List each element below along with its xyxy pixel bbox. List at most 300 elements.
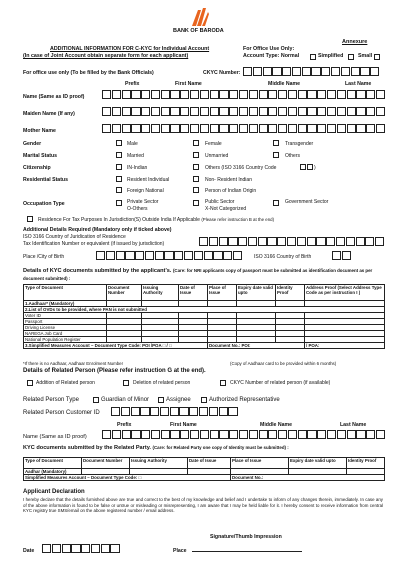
place-char-box[interactable]: [116, 251, 125, 260]
name-char-box[interactable]: [307, 90, 316, 99]
name-char-box[interactable]: [259, 124, 268, 133]
tin-char-box[interactable]: [209, 237, 218, 246]
name-char-box[interactable]: [288, 107, 297, 116]
name-label: Name (Same as ID proof): [23, 94, 85, 100]
customer-id-char-box[interactable]: [228, 407, 237, 416]
middle-name-col-label: Middle Name: [268, 81, 300, 87]
related-person-heading: Details of Related Person (Please refer instruction G at the end).: [23, 368, 206, 374]
date-boxes[interactable]: [42, 544, 120, 553]
resident-checkbox[interactable]: [116, 176, 122, 182]
name-char-box[interactable]: [161, 430, 170, 439]
place-char-box[interactable]: [233, 251, 242, 260]
last-name-col-label: Last Name: [345, 81, 372, 87]
name-char-box[interactable]: [190, 124, 199, 133]
kyc-row-voter: Voter ID: [24, 313, 107, 319]
tin-char-box[interactable]: [346, 237, 355, 246]
female-checkbox[interactable]: [193, 140, 199, 146]
name-char-box[interactable]: [337, 90, 346, 99]
place-char-box[interactable]: [194, 251, 203, 260]
ckyc-digit-box[interactable]: [292, 67, 301, 76]
name-char-box[interactable]: [268, 90, 277, 99]
name-char-box[interactable]: [161, 124, 170, 133]
place-char-box[interactable]: [223, 251, 232, 260]
iso-code-box-2[interactable]: [307, 164, 313, 170]
name-char-box[interactable]: [307, 124, 316, 133]
kyc-docs-heading: Details of KYC documents submitted by the applicant’s. (Care: for NRI applicants copy of passport must be submitted as identification document as per document submitted) :: [23, 268, 373, 281]
customer-id-char-box[interactable]: [170, 407, 179, 416]
name-char-box[interactable]: [347, 430, 356, 439]
name-char-box[interactable]: [366, 90, 375, 99]
name-char-box[interactable]: [200, 90, 209, 99]
related-ckyc-checkbox[interactable]: [220, 380, 226, 386]
authorized-option: Authorized Representative: [209, 397, 280, 403]
female-option: Female: [205, 141, 222, 147]
customer-id-char-box[interactable]: [121, 407, 130, 416]
place-char-box[interactable]: [213, 251, 222, 260]
declaration-text: I hereby declare that the details furnished above are true and correct to the best of my knowledge and belief and I undertake to inform of any changes therein, immediately. In case any of the above information is found to be false or untrue or misleading or misrepresenting, I am aware that I may be held liable for it. I hereby consent to receive information from central KYC registry true SMS/email on the above registered number / email address.: [23, 497, 383, 514]
tin-char-box[interactable]: [297, 237, 306, 246]
name-char-box[interactable]: [337, 430, 346, 439]
kyc2-row-aadhar: Aadhar (Mandatory): [24, 469, 82, 475]
name-char-box[interactable]: [151, 90, 160, 99]
name-char-box[interactable]: [347, 90, 356, 99]
related-prefix-col: Prefix: [117, 422, 132, 428]
place-char-box[interactable]: [145, 251, 154, 260]
name-char-box[interactable]: [356, 90, 365, 99]
kyc2-col-number: Document Number: [82, 458, 130, 469]
name-char-box[interactable]: [112, 90, 121, 99]
others-iso-checkbox[interactable]: [193, 164, 199, 170]
name-char-box[interactable]: [249, 430, 258, 439]
name-char-box[interactable]: [161, 107, 170, 116]
name-char-box[interactable]: [259, 107, 268, 116]
place-char-box[interactable]: [155, 251, 164, 260]
date-digit-box[interactable]: [42, 544, 51, 553]
customer-id-char-box[interactable]: [150, 407, 159, 416]
tin-char-box[interactable]: [199, 237, 208, 246]
tin-char-box[interactable]: [336, 237, 345, 246]
name-char-box[interactable]: [141, 124, 150, 133]
place-char-box[interactable]: [184, 251, 193, 260]
aadhaar-note: *If there is no Aadhaar, Aadhaar Enrolment Number: [23, 361, 124, 366]
public-sector-checkbox[interactable]: [193, 200, 199, 206]
kyc2-col-date: Date of Issue: [188, 458, 231, 469]
ckyc-digit-box[interactable]: [321, 67, 330, 76]
date-digit-box[interactable]: [71, 544, 80, 553]
tin-char-box[interactable]: [326, 237, 335, 246]
name-char-box[interactable]: [180, 124, 189, 133]
male-checkbox[interactable]: [116, 140, 122, 146]
name-char-box[interactable]: [190, 107, 199, 116]
name-char-box[interactable]: [376, 90, 385, 99]
ckyc-number-boxes[interactable]: [243, 67, 380, 76]
marital-others-option: Others: [285, 153, 301, 159]
name-char-box[interactable]: [356, 430, 365, 439]
name-char-box[interactable]: [112, 430, 121, 439]
name-char-box[interactable]: [347, 124, 356, 133]
kyc2-col-type: Type of Document: [24, 458, 82, 469]
kyc2-col-expiry: Expiry date valid upto: [289, 458, 347, 469]
name-char-box[interactable]: [307, 107, 316, 116]
kyc-related-heading: KYC documents submitted by the Related Party. (Care: for Related Party one copy of Identity must be submitted) :: [23, 445, 289, 451]
name-char-box[interactable]: [239, 124, 248, 133]
mother-name-boxes[interactable]: [102, 124, 386, 133]
place-char-box[interactable]: [135, 251, 144, 260]
addition-option: Addition of Related person: [36, 380, 95, 386]
tin-char-box[interactable]: [219, 237, 228, 246]
tax-residence-checkbox[interactable]: [27, 216, 33, 222]
kyc2-row-docno: Document No.:: [231, 475, 385, 481]
authorized-checkbox[interactable]: [201, 397, 207, 403]
name-boxes[interactable]: [102, 90, 386, 99]
name-char-box[interactable]: [180, 107, 189, 116]
name-char-box[interactable]: [170, 90, 179, 99]
tin-char-box[interactable]: [238, 237, 247, 246]
name-char-box[interactable]: [249, 124, 258, 133]
name-char-box[interactable]: [131, 90, 140, 99]
indian-checkbox[interactable]: [116, 164, 122, 170]
name-char-box[interactable]: [141, 90, 150, 99]
place-line[interactable]: [192, 551, 302, 552]
unmarried-checkbox[interactable]: [193, 152, 199, 158]
name-char-box[interactable]: [180, 90, 189, 99]
name-char-box[interactable]: [210, 90, 219, 99]
maiden-name-label: Maiden Name (If any): [23, 111, 75, 117]
related-ckyc-option: CKYC Number of related person (if available): [230, 380, 331, 386]
govt-sector-checkbox[interactable]: [273, 200, 279, 206]
date-label: Date: [23, 548, 35, 554]
kyc2-row-simplified: Simplified Measures Account – Document Type Code: □: [24, 475, 231, 481]
name-char-box[interactable]: [141, 430, 150, 439]
name-char-box[interactable]: [327, 90, 336, 99]
kyc-col-expiry: Expiry date valid upto: [237, 285, 276, 301]
name-char-box[interactable]: [366, 124, 375, 133]
name-char-box[interactable]: [259, 90, 268, 99]
tin-char-box[interactable]: [356, 237, 365, 246]
place-char-box[interactable]: [174, 251, 183, 260]
customer-id-char-box[interactable]: [160, 407, 169, 416]
married-checkbox[interactable]: [116, 152, 122, 158]
name-char-box[interactable]: [102, 90, 111, 99]
others-iso-option: Others (ISO 3166 Country Code: [205, 165, 277, 171]
name-char-box[interactable]: [268, 107, 277, 116]
name-char-box[interactable]: [298, 124, 307, 133]
name-char-box[interactable]: [102, 124, 111, 133]
tin-char-box[interactable]: [267, 237, 276, 246]
o-others-option: O-Others: [127, 206, 148, 212]
place-of-birth-boxes[interactable]: [96, 251, 243, 260]
tin-char-box[interactable]: [365, 237, 374, 246]
iso-country-birth-label: ISO 3166 Country of Birth: [254, 254, 312, 260]
date-digit-box[interactable]: [101, 544, 110, 553]
assignee-checkbox[interactable]: [158, 397, 164, 403]
kyc-row-simplified: 3.Simplified Measures Account – Document Type Code: POI /POA □ / □: [24, 343, 208, 349]
mother-name-label: Mother Name: [23, 128, 56, 134]
name-char-box[interactable]: [170, 430, 179, 439]
name-char-box[interactable]: [317, 107, 326, 116]
name-char-box[interactable]: [278, 107, 287, 116]
name-char-box[interactable]: [219, 430, 228, 439]
customer-id-label: Related Person Customer ID: [23, 410, 100, 416]
ckyc-digit-box[interactable]: [370, 67, 379, 76]
aadhaar-copy-note: (Copy of Aadhaar card to be provided within 6 months): [230, 361, 337, 366]
date-digit-box[interactable]: [110, 544, 119, 553]
place-of-birth-label: Place /City of Birth: [23, 254, 65, 260]
ckyc-digit-box[interactable]: [341, 67, 350, 76]
first-name-col-label: First Name: [175, 81, 202, 87]
iso-birth-char-box[interactable]: [342, 251, 351, 260]
name-char-box[interactable]: [239, 430, 248, 439]
kyc-col-number: Document Number: [107, 285, 142, 301]
private-sector-checkbox[interactable]: [116, 200, 122, 206]
date-digit-box[interactable]: [62, 544, 71, 553]
name-char-box[interactable]: [122, 124, 131, 133]
date-digit-box[interactable]: [52, 544, 61, 553]
name-char-box[interactable]: [161, 90, 170, 99]
customer-id-char-box[interactable]: [209, 407, 218, 416]
name-char-box[interactable]: [317, 90, 326, 99]
name-char-box[interactable]: [356, 107, 365, 116]
name-char-box[interactable]: [366, 430, 375, 439]
foreign-option: Foreign National: [127, 188, 164, 194]
date-digit-box[interactable]: [91, 544, 100, 553]
name-char-box[interactable]: [376, 124, 385, 133]
name-char-box[interactable]: [102, 107, 111, 116]
kyc-row-ovd-heading: 2.List of OVDs to be provided, where PAN is not submitted: [24, 307, 385, 313]
kyc-row-driving: Driving License: [24, 325, 107, 331]
name-char-box[interactable]: [288, 430, 297, 439]
name-char-box[interactable]: [249, 107, 258, 116]
normal-checkbox[interactable]: [310, 54, 316, 60]
kyc-row-poa: / POA:: [305, 343, 385, 349]
related-type-label: Related Person Type: [23, 397, 79, 403]
name-char-box[interactable]: [131, 430, 140, 439]
name-char-box[interactable]: [288, 90, 297, 99]
name-char-box[interactable]: [376, 107, 385, 116]
kyc-col-place: Place of Issue: [208, 285, 237, 301]
ckyc-digit-box[interactable]: [360, 67, 369, 76]
name-char-box[interactable]: [210, 107, 219, 116]
customer-id-char-box[interactable]: [189, 407, 198, 416]
name-char-box[interactable]: [288, 124, 297, 133]
name-char-box[interactable]: [131, 124, 140, 133]
form-title: ADDITIONAL INFORMATION FOR C-KYC for Individual Account: [50, 46, 210, 52]
kyc2-col-place: Place of Issue: [231, 458, 289, 469]
name-char-box[interactable]: [219, 124, 228, 133]
customer-id-char-box[interactable]: [131, 407, 140, 416]
place-char-box[interactable]: [164, 251, 173, 260]
tin-char-box[interactable]: [277, 237, 286, 246]
kyc-row-docno: Document No.: POI:: [208, 343, 305, 349]
name-char-box[interactable]: [298, 90, 307, 99]
iso-country-birth-boxes[interactable]: [332, 251, 352, 260]
name-char-box[interactable]: [317, 430, 326, 439]
name-char-box[interactable]: [200, 124, 209, 133]
related-middle-col: Middle Name: [260, 422, 292, 428]
name-char-box[interactable]: [122, 430, 131, 439]
name-char-box[interactable]: [298, 430, 307, 439]
declaration-heading: Applicant Declaration: [23, 489, 85, 495]
iso-code-box-1[interactable]: [300, 164, 306, 170]
name-char-box[interactable]: [112, 107, 121, 116]
name-char-box[interactable]: [131, 107, 140, 116]
name-char-box[interactable]: [151, 430, 160, 439]
ckyc-digit-box[interactable]: [282, 67, 291, 76]
name-char-box[interactable]: [122, 90, 131, 99]
kyc-row-aadhaar: 1.Aadhaar* (Mandatory): [24, 301, 107, 307]
tin-char-box[interactable]: [375, 237, 384, 246]
related-name-boxes[interactable]: [102, 430, 386, 439]
kyc-row-npr: National Population Register: [24, 337, 107, 343]
name-char-box[interactable]: [210, 124, 219, 133]
marital-others-checkbox[interactable]: [273, 152, 279, 158]
place-char-box[interactable]: [204, 251, 213, 260]
small-checkbox[interactable]: [374, 54, 380, 60]
customer-id-char-box[interactable]: [199, 407, 208, 416]
date-digit-box[interactable]: [81, 544, 90, 553]
tin-boxes[interactable]: [199, 237, 385, 246]
tin-char-box[interactable]: [307, 237, 316, 246]
tin-char-box[interactable]: [258, 237, 267, 246]
govt-sector-option: Government Sector: [285, 199, 329, 205]
ckyc-digit-box[interactable]: [302, 67, 311, 76]
name-char-box[interactable]: [327, 124, 336, 133]
name-char-box[interactable]: [229, 124, 238, 133]
office-use-label: For Office Use Only:: [243, 46, 295, 52]
name-char-box[interactable]: [190, 90, 199, 99]
name-char-box[interactable]: [327, 107, 336, 116]
tin-char-box[interactable]: [228, 237, 237, 246]
signature-label: Signature/Thumb Impression: [210, 534, 282, 540]
place-char-box[interactable]: [106, 251, 115, 260]
name-char-box[interactable]: [219, 90, 228, 99]
name-char-box[interactable]: [190, 430, 199, 439]
name-char-box[interactable]: [278, 90, 287, 99]
name-char-box[interactable]: [317, 124, 326, 133]
tin-char-box[interactable]: [287, 237, 296, 246]
ckyc-number-label: CKYC Number:: [203, 70, 241, 76]
customer-id-char-box[interactable]: [179, 407, 188, 416]
name-char-box[interactable]: [102, 430, 111, 439]
occupation-type-label: Occupation Type: [23, 201, 65, 207]
ckyc-digit-box[interactable]: [263, 67, 272, 76]
residential-status-label: Residential Status: [23, 177, 68, 183]
name-char-box[interactable]: [229, 430, 238, 439]
name-char-box[interactable]: [229, 90, 238, 99]
nri-checkbox[interactable]: [193, 176, 199, 182]
place-label: Place: [173, 548, 187, 554]
customer-id-char-box[interactable]: [219, 407, 228, 416]
name-char-box[interactable]: [210, 430, 219, 439]
name-char-box[interactable]: [356, 124, 365, 133]
name-char-box[interactable]: [141, 107, 150, 116]
name-char-box[interactable]: [219, 107, 228, 116]
unmarried-option: Unmarried: [205, 153, 229, 159]
name-char-box[interactable]: [180, 430, 189, 439]
kyc-docs-table: [23, 284, 385, 349]
name-char-box[interactable]: [249, 90, 258, 99]
form-subtitle: (In case of Joint Account obtain separate form for each applicant): [23, 53, 189, 59]
kyc2-col-authority: Issuing Authority: [130, 458, 188, 469]
name-char-box[interactable]: [239, 90, 248, 99]
name-char-box[interactable]: [268, 124, 277, 133]
ckyc-digit-box[interactable]: [331, 67, 340, 76]
tin-char-box[interactable]: [248, 237, 257, 246]
small-label: Small: [358, 53, 373, 59]
iso-birth-char-box[interactable]: [332, 251, 341, 260]
gender-label: Gender: [23, 141, 42, 147]
foreign-checkbox[interactable]: [116, 187, 122, 193]
deletion-checkbox[interactable]: [123, 380, 129, 386]
name-char-box[interactable]: [347, 107, 356, 116]
kyc-col-identity: Identity Proof: [276, 285, 305, 301]
ckyc-digit-box[interactable]: [272, 67, 281, 76]
transgender-option: Transgender: [285, 141, 314, 147]
office-use-row-label: For office use only (To be filled by the Bank Officials): [23, 70, 154, 76]
ckyc-digit-box[interactable]: [243, 67, 252, 76]
pio-option: Person of Indian Origin: [205, 188, 257, 194]
name-char-box[interactable]: [170, 107, 179, 116]
simplified-checkbox[interactable]: [348, 54, 354, 60]
maiden-name-boxes[interactable]: [102, 107, 386, 116]
transgender-checkbox[interactable]: [273, 140, 279, 146]
name-char-box[interactable]: [229, 107, 238, 116]
name-char-box[interactable]: [327, 430, 336, 439]
kyc-col-authority: Issuing Authority: [142, 285, 179, 301]
marital-status-label: Marital Status: [23, 153, 58, 159]
name-char-box[interactable]: [278, 124, 287, 133]
name-char-box[interactable]: [337, 107, 346, 116]
name-char-box[interactable]: [170, 124, 179, 133]
name-char-box[interactable]: [259, 430, 268, 439]
simplified-label: Simplified: [318, 53, 344, 59]
guardian-checkbox[interactable]: [93, 397, 99, 403]
name-char-box[interactable]: [366, 107, 375, 116]
customer-id-boxes[interactable]: [111, 407, 238, 416]
name-char-box[interactable]: [200, 430, 209, 439]
guardian-option: Guardian of Minor: [101, 397, 150, 403]
addition-checkbox[interactable]: [27, 380, 33, 386]
name-char-box[interactable]: [151, 107, 160, 116]
name-char-box[interactable]: [122, 107, 131, 116]
tin-char-box[interactable]: [316, 237, 325, 246]
name-char-box[interactable]: [239, 107, 248, 116]
name-char-box[interactable]: [298, 107, 307, 116]
name-char-box[interactable]: [268, 430, 277, 439]
customer-id-char-box[interactable]: [140, 407, 149, 416]
ckyc-digit-box[interactable]: [311, 67, 320, 76]
customer-id-char-box[interactable]: [111, 407, 120, 416]
place-char-box[interactable]: [96, 251, 105, 260]
pio-checkbox[interactable]: [193, 187, 199, 193]
name-char-box[interactable]: [337, 124, 346, 133]
name-char-box[interactable]: [307, 430, 316, 439]
annexure-label: Annexure: [342, 39, 368, 45]
x-not-categorized-option: X-Not Categorized: [205, 206, 247, 212]
male-option: Male: [127, 141, 138, 147]
name-char-box[interactable]: [200, 107, 209, 116]
name-char-box[interactable]: [376, 430, 385, 439]
ckyc-digit-box[interactable]: [351, 67, 360, 76]
additional-details-heading: Additional Details Required (Mandatory only if ticked above): [23, 227, 172, 233]
name-char-box[interactable]: [278, 430, 287, 439]
place-char-box[interactable]: [125, 251, 134, 260]
iso-residence-label: ISO 3166 Country of Juridication of Residence: [23, 234, 126, 240]
name-char-box[interactable]: [151, 124, 160, 133]
name-char-box[interactable]: [112, 124, 121, 133]
account-type-label: Account Type: Normal: [243, 53, 300, 59]
ckyc-digit-box[interactable]: [253, 67, 262, 76]
